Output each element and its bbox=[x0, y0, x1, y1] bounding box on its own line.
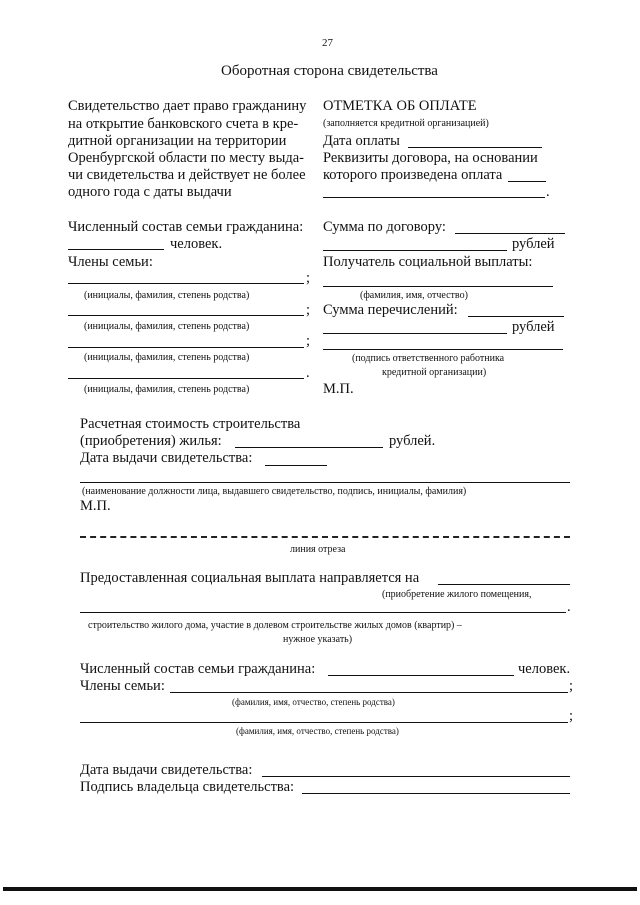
payment-direction-field[interactable] bbox=[438, 584, 570, 585]
owner-signature-label: Подпись владельца свидетельства: bbox=[80, 779, 295, 795]
payment-date-label: Дата оплаты bbox=[323, 133, 400, 149]
rights-text-line: Свидетельство дает право гражданину bbox=[68, 98, 307, 114]
recipient-field[interactable] bbox=[323, 286, 553, 287]
bank-signature-field[interactable] bbox=[323, 349, 563, 350]
family-member-caption: (инициалы, фамилия, степень родства) bbox=[84, 384, 250, 395]
semicolon: ; bbox=[306, 302, 311, 318]
stub-family-count-field[interactable] bbox=[328, 675, 514, 676]
contract-sum-field-2[interactable] bbox=[323, 250, 507, 251]
payment-direction-caption: строительство жилого дома, участие в долевом строительстве жилых домов (квартир) – bbox=[88, 620, 462, 631]
stub-issue-date-label: Дата выдачи свидетельства: bbox=[80, 762, 253, 778]
transfer-sum-label: Сумма перечислений: bbox=[323, 302, 458, 318]
payment-date-field[interactable] bbox=[408, 147, 542, 148]
stub-issue-date-field[interactable] bbox=[262, 776, 570, 777]
rights-text-line: Оренбургской области по месту выда- bbox=[68, 150, 304, 166]
official-caption: (наименование должности лица, выдавшего свидетельство, подпись, инициалы, фамилия) bbox=[82, 486, 467, 497]
family-count-label: Численный состав семьи гражданина: bbox=[68, 219, 304, 235]
period: . bbox=[567, 599, 571, 615]
rubles-label: рублей bbox=[512, 319, 555, 335]
contract-sum-field-1[interactable] bbox=[455, 233, 565, 234]
family-member-field[interactable] bbox=[68, 283, 304, 284]
page-bottom-rule bbox=[3, 887, 637, 891]
family-member-field[interactable] bbox=[68, 347, 304, 348]
stub-family-member-field[interactable] bbox=[80, 722, 568, 723]
cost-label-line2: (приобретения) жилья: bbox=[80, 433, 222, 449]
rights-text-line: дитной организации на территории bbox=[68, 133, 287, 149]
bank-signature-caption: кредитной организации) bbox=[382, 367, 487, 378]
family-member-field[interactable] bbox=[68, 315, 304, 316]
contract-label-line2: которого произведена оплата bbox=[323, 167, 503, 183]
contract-field-1[interactable] bbox=[508, 181, 546, 182]
payment-direction-label: Предоставленная социальная выплата направляется на bbox=[80, 570, 420, 586]
contract-field-2[interactable] bbox=[323, 197, 545, 198]
page-number: 27 bbox=[322, 37, 333, 49]
page-title: Оборотная сторона свидетельства bbox=[221, 63, 438, 79]
issue-date-label: Дата выдачи свидетельства: bbox=[80, 450, 253, 466]
official-field[interactable] bbox=[80, 482, 570, 483]
cost-rubles: рублей. bbox=[389, 433, 436, 449]
bank-signature-caption: (подпись ответственного работника bbox=[352, 353, 505, 364]
cost-label-line1: Расчетная стоимость строительства bbox=[80, 416, 301, 432]
payment-mark-note: (заполняется кредитной организацией) bbox=[323, 118, 489, 129]
rights-text-line: чи свидетельства и действует не более bbox=[68, 167, 306, 183]
period: . bbox=[306, 365, 310, 381]
payment-direction-caption: нужное указать) bbox=[283, 634, 353, 645]
payment-direction-caption: (приобретение жилого помещения, bbox=[382, 589, 532, 600]
contract-sum-label: Сумма по договору: bbox=[323, 219, 446, 235]
stub-family-member-field[interactable] bbox=[170, 692, 568, 693]
stub-people-word: человек. bbox=[518, 661, 571, 677]
issue-date-field[interactable] bbox=[265, 465, 327, 466]
contract-field-period: . bbox=[546, 184, 550, 200]
stub-family-count-label: Численный состав семьи гражданина: bbox=[80, 661, 316, 677]
stub-family-member-caption: (фамилия, имя, отчество, степень родства) bbox=[236, 726, 399, 736]
rights-text-line: на открытие банковского счета в кре- bbox=[68, 116, 299, 132]
rubles-label: рублей bbox=[512, 236, 555, 252]
family-member-caption: (инициалы, фамилия, степень родства) bbox=[84, 321, 250, 332]
recipient-label: Получатель социальной выплаты: bbox=[323, 254, 533, 270]
cost-field[interactable] bbox=[235, 447, 383, 448]
bank-stamp-label: М.П. bbox=[323, 381, 354, 397]
contract-label-line1: Реквизиты договора, на основании bbox=[323, 150, 538, 166]
semicolon: ; bbox=[306, 333, 311, 349]
payment-mark-heading: ОТМЕТКА ОБ ОПЛАТЕ bbox=[323, 98, 477, 114]
transfer-sum-field-1[interactable] bbox=[468, 316, 564, 317]
semicolon: ; bbox=[569, 678, 574, 694]
cut-line bbox=[80, 536, 570, 538]
family-member-field[interactable] bbox=[68, 378, 304, 379]
owner-signature-field[interactable] bbox=[302, 793, 570, 794]
semicolon: ; bbox=[306, 270, 311, 286]
cut-line-label: линия отреза bbox=[290, 544, 346, 555]
family-member-caption: (инициалы, фамилия, степень родства) bbox=[84, 352, 250, 363]
semicolon: ; bbox=[569, 708, 574, 724]
rights-text-line: одного года с даты выдачи bbox=[68, 184, 232, 200]
family-members-label: Члены семьи: bbox=[68, 254, 153, 270]
family-member-caption: (инициалы, фамилия, степень родства) bbox=[84, 290, 250, 301]
family-count-field[interactable] bbox=[68, 249, 164, 250]
stub-family-member-caption: (фамилия, имя, отчество, степень родства) bbox=[232, 697, 395, 707]
recipient-caption: (фамилия, имя, отчество) bbox=[360, 290, 468, 301]
payment-direction-field-2[interactable] bbox=[80, 612, 566, 613]
people-word: человек. bbox=[170, 236, 223, 252]
issuer-stamp-label: М.П. bbox=[80, 498, 111, 514]
transfer-sum-field-2[interactable] bbox=[323, 333, 507, 334]
stub-family-members-label: Члены семьи: bbox=[80, 678, 165, 694]
